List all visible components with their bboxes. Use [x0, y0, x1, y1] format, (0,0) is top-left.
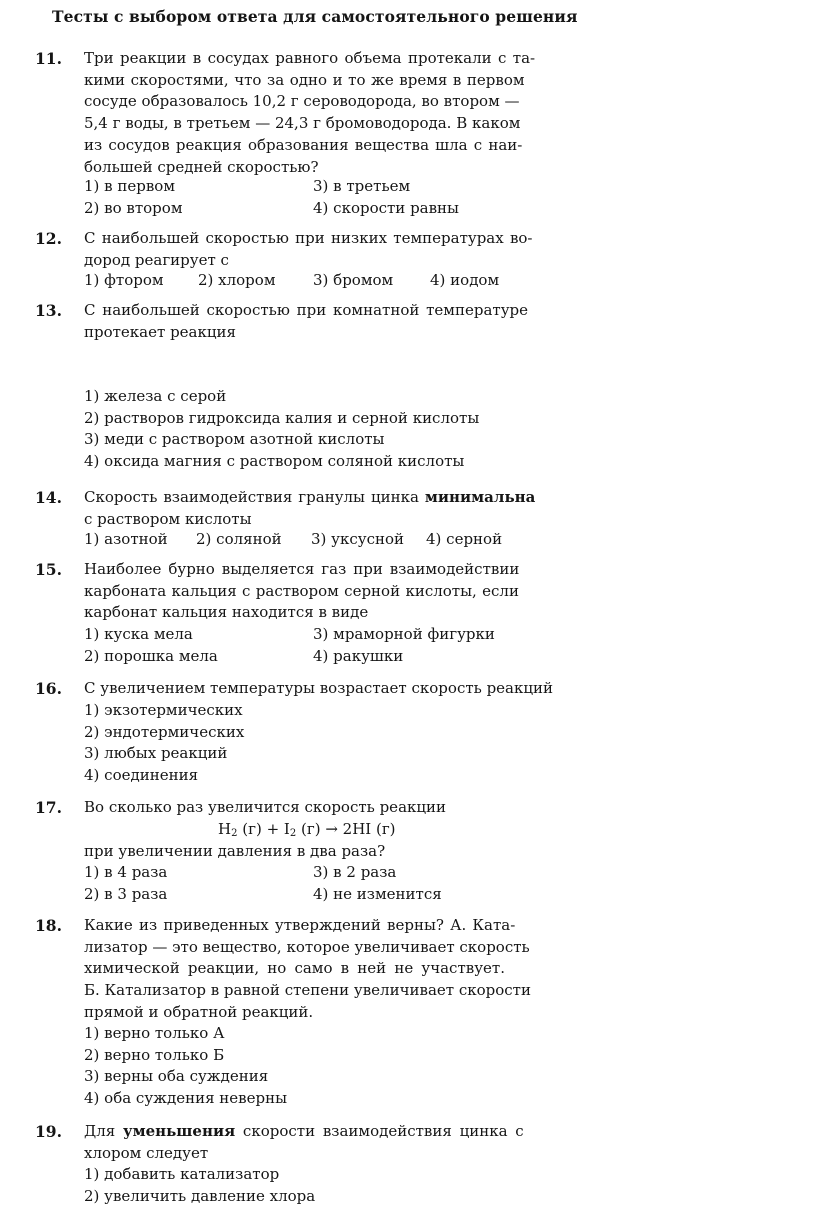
question-text [84, 48, 546, 178]
answer-option: 4) не изменится [313, 885, 442, 903]
text-line: карбоната кальция с раствором серной кислоты, если [84, 581, 519, 600]
text-line [84, 487, 546, 509]
text-line: сосуде образовалось 10,2 г сероводорода, во втором — [84, 92, 520, 111]
text-line: большей средней скоростью? [84, 157, 319, 176]
subscript: 2 [289, 828, 297, 839]
answer-option: 1) экзотермических [84, 701, 243, 719]
answer-option: 4) скорости равны [313, 199, 459, 217]
question-number: 11. [35, 49, 62, 68]
question-number: 16. [35, 679, 62, 698]
answer-option: 3) мраморной фигурки [313, 625, 495, 643]
question-text [84, 841, 546, 863]
formula-part: H [218, 820, 232, 838]
emphasis-word: уменьшения [122, 1122, 236, 1140]
reaction-equation [218, 819, 396, 841]
text-line: С наибольшей скоростью при комнатной температуре [84, 301, 528, 319]
answer-option: 3) уксусной [311, 530, 405, 548]
formula-part: (г) → 2HI (г) [296, 820, 396, 838]
question-text [84, 915, 546, 1024]
text-fragment: Для [84, 1122, 123, 1140]
answer-option: 3) бромом [313, 271, 394, 289]
answer-option: 2) порошка мела [84, 647, 218, 665]
answer-option: 1) верно только А [84, 1024, 225, 1042]
answer-option: 4) иодом [430, 271, 500, 289]
question-text [84, 300, 546, 343]
answer-option: 3) в 2 раза [313, 863, 397, 881]
subscript: 2 [231, 828, 238, 839]
text-line [84, 1121, 546, 1143]
answer-option: 3) верны оба суждения [84, 1067, 269, 1086]
answer-options [84, 1023, 554, 1110]
text-line: Б. Катализатор в равной степени увеличивает скорости [84, 981, 531, 1000]
text-line: протекает реакция [84, 322, 236, 341]
text-line: С наибольшей скоростью при низких температурах во- [84, 229, 533, 247]
text-line: дород реагирует с [84, 250, 229, 269]
answer-option: 3) в третьем [313, 177, 411, 195]
text-line: хлором следует [84, 1143, 209, 1162]
question-number: 12. [35, 229, 62, 248]
answer-option: 2) растворов гидроксида калия и серной кислоты [84, 408, 480, 427]
section-title: Тесты с выбором ответа для самостоятельного решения [52, 7, 578, 26]
text-line: 5,4 г воды, в третьем — 24,3 г бромоводорода. В каком [84, 114, 521, 133]
answer-option: 2) верно только Б [84, 1045, 225, 1064]
answer-option: 4) оксида магния с раствором соляной кислоты [84, 452, 465, 471]
answer-option: 2) увеличить давление хлора [84, 1186, 316, 1205]
question-number: 18. [35, 916, 62, 935]
answer-option: 1) фтором [84, 271, 164, 289]
answer-option: 3) меди с раствором азотной кислоты [84, 430, 385, 449]
answer-option: 2) во втором [84, 199, 183, 217]
text-line: С увеличением температуры возрастает скорость реакций [84, 679, 554, 697]
question-number: 14. [35, 488, 62, 507]
answer-option: 4) соединения [84, 766, 199, 785]
text-fragment: Скорость взаимодействия гранулы цинка [84, 488, 425, 506]
question-number: 15. [35, 560, 62, 579]
text-line: лизатор — это вещество, которое увеличивает скорость [84, 937, 530, 956]
text-line: карбонат кальция находится в виде [84, 603, 369, 622]
text-line: при увеличении давления в два раза? [84, 842, 386, 860]
answer-option: 4) ракушки [313, 647, 404, 665]
answer-option: 2) эндотермических [84, 722, 245, 741]
question-text [84, 487, 546, 530]
answer-option: 1) куска мела [84, 625, 193, 643]
answer-options [84, 700, 554, 787]
answer-option: 3) любых реакций [84, 744, 228, 763]
question-number: 13. [35, 301, 62, 320]
answer-option: 2) в 3 раза [84, 885, 168, 903]
text-line: с раствором кислоты [84, 509, 252, 528]
question-number: 17. [35, 798, 62, 817]
question-number: 19. [35, 1122, 62, 1141]
text-line: Наиболее бурно выделяется газ при взаимодействии [84, 560, 520, 578]
text-line: Какие из приведенных утверждений верны? А. Ката- [84, 916, 516, 934]
text-line: кими скоростями, что за одно и то же время в первом [84, 70, 525, 89]
answer-option: 1) в 4 раза [84, 863, 168, 881]
text-line: химической реакции, но само в ней не участвует. [84, 959, 505, 978]
question-text [84, 1121, 546, 1164]
question-text [84, 797, 546, 819]
text-line: Три реакции в сосудах равного объема протекали с та- [84, 49, 536, 67]
answer-option: 1) добавить катализатор [84, 1165, 280, 1183]
answer-option: 1) азотной [84, 530, 168, 548]
question-text [84, 228, 546, 271]
answer-options [84, 1164, 554, 1207]
answer-options [84, 386, 554, 473]
formula-part: (г) + I [237, 820, 290, 838]
text-line: Во сколько раз увеличится скорость реакции [84, 798, 447, 816]
emphasis-word: минимальна [424, 488, 536, 506]
text-line: прямой и обратной реакций. [84, 1002, 314, 1021]
answer-option: 4) серной [426, 530, 503, 548]
question-text [84, 678, 554, 700]
text-line: из сосудов реакция образования вещества шла с наи- [84, 135, 523, 154]
answer-option: 2) хлором [198, 271, 276, 289]
question-text [84, 559, 546, 624]
text-fragment: скорости взаимодействия цинка с [235, 1122, 524, 1140]
answer-option: 1) в первом [84, 177, 175, 195]
answer-option: 4) оба суждения неверны [84, 1089, 288, 1108]
answer-option: 2) соляной [196, 530, 282, 548]
answer-option: 1) железа с серой [84, 387, 227, 405]
